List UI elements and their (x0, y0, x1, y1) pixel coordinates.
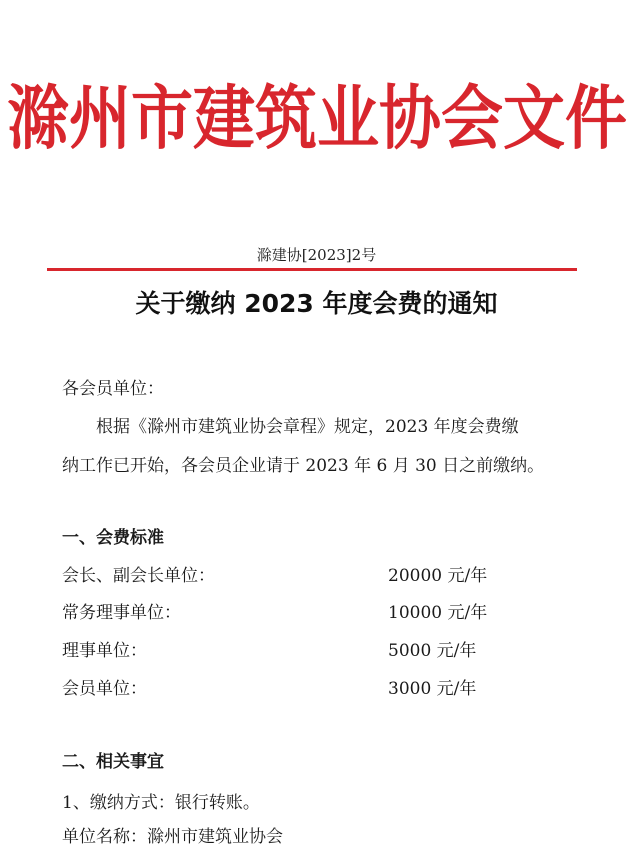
red-divider (47, 268, 577, 271)
notice-title: 关于缴纳 2023 年度会费的通知 (135, 289, 498, 318)
fee-label: 理事单位： (62, 641, 147, 661)
payment-method-line: 1、缴纳方式：银行转账。 (62, 793, 260, 813)
fee-amount: 5000 元/年 (388, 641, 477, 661)
fee-amount: 10000 元/年 (388, 603, 488, 623)
section-heading-related-matters: 二、相关事宜 (62, 752, 164, 772)
document-number: 滁建协[2023]2号 (256, 246, 377, 264)
salutation: 各会员单位： (62, 379, 164, 399)
paragraph-line-1: 根据《滁州市建筑业协会章程》规定，2023 年度会费缴 (96, 417, 519, 437)
paragraph-line-2: 纳工作已开始，各会员企业请于 2023 年 6 月 30 日之前缴纳。 (62, 456, 545, 476)
fee-row (62, 674, 582, 700)
masthead-title: 滁州市建筑业协会文件 (7, 76, 628, 159)
fee-amount: 3000 元/年 (388, 679, 477, 699)
fee-row (62, 561, 582, 587)
fee-label: 常务理事单位： (62, 603, 181, 623)
fee-row (62, 636, 582, 662)
fee-label: 会长、副会长单位： (62, 566, 215, 586)
section-heading-fee-standard: 一、会费标准 (62, 528, 164, 548)
fee-label: 会员单位： (62, 679, 147, 699)
fee-row (62, 598, 582, 624)
unit-name-line: 单位名称：滁州市建筑业协会 (62, 827, 283, 847)
fee-amount: 20000 元/年 (388, 566, 488, 586)
